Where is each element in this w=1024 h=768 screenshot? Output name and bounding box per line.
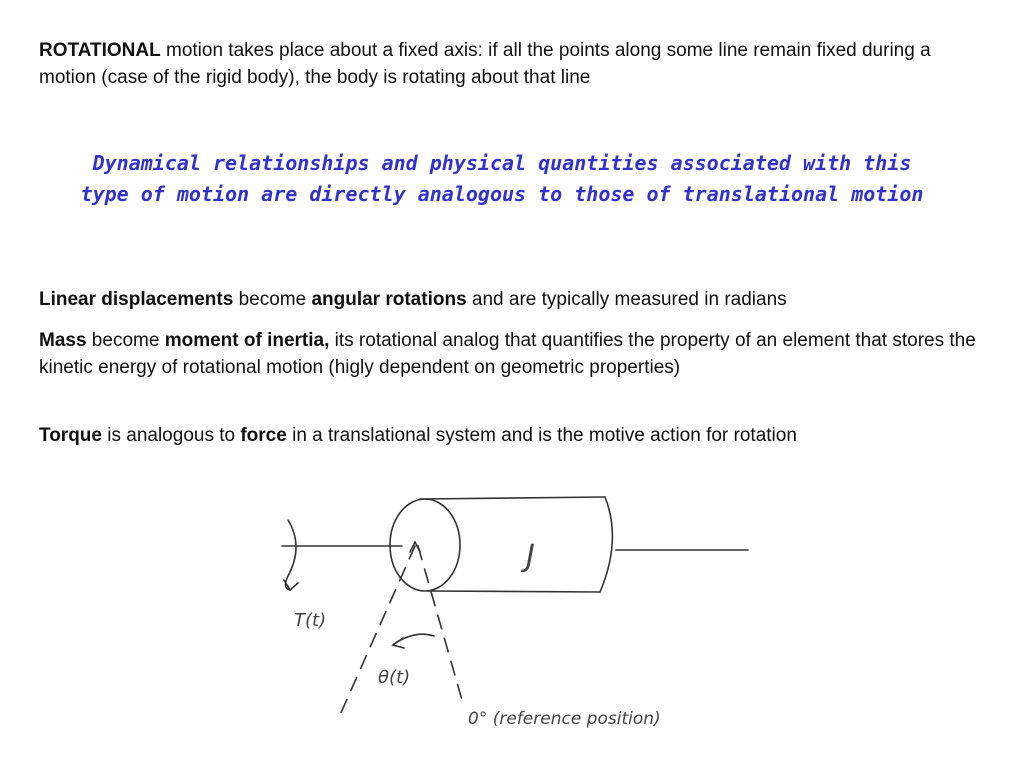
analogy-connector: become (233, 289, 312, 310)
highlight-line-2: type of motion are directly analogous to those of translational motion (80, 182, 924, 206)
torque-arrow-curve (285, 520, 296, 590)
cylinder-top (420, 497, 605, 499)
torque-label: T(t) (294, 610, 327, 631)
highlight-statement (30, 148, 974, 210)
sketch-svg (270, 480, 790, 750)
analogy-text: and are typically measured in radians (466, 289, 787, 310)
inertia-label: J (526, 539, 535, 574)
reference-label: 0° (reference position) (468, 709, 661, 729)
analogy-term: angular rotations (311, 289, 467, 310)
intro-term: ROTATIONAL (39, 40, 161, 61)
analogy-connector: is analogous to (101, 425, 241, 446)
analogy-mass (39, 327, 989, 381)
intro-text: motion takes place about a fixed axis: if all the points along some line remain fixed during a motion (case of the rigid body), the body is rotating about that line (39, 40, 931, 88)
analogy-torque (39, 422, 989, 449)
analogy-term: Mass (39, 330, 87, 351)
analogy-term: Linear displacements (39, 289, 234, 310)
analogy-term: Torque (39, 425, 102, 446)
angle-label: θ(t) (378, 667, 411, 688)
rotational-system-sketch (270, 480, 790, 750)
analogy-term: moment of inertia, (164, 330, 330, 351)
analogy-text: in a translational system and is the motive action for rotation (286, 425, 797, 446)
rotated-position-line (340, 546, 415, 715)
analogy-connector: become (86, 330, 165, 351)
angle-arrow (394, 634, 434, 644)
analogy-text: its rotational analog that quantifies the property of an element that stores the kinetic energy of rotational motion (higly dependent on geometric properties) (39, 330, 976, 378)
highlight-line-1: Dynamical relationships and physical quantities associated with this (92, 151, 912, 175)
intro-paragraph (39, 37, 989, 91)
cylinder-right-end (600, 497, 612, 592)
analogy-term: force (240, 425, 287, 446)
cylinder-bottom (428, 591, 600, 592)
analogy-displacement (39, 286, 989, 313)
